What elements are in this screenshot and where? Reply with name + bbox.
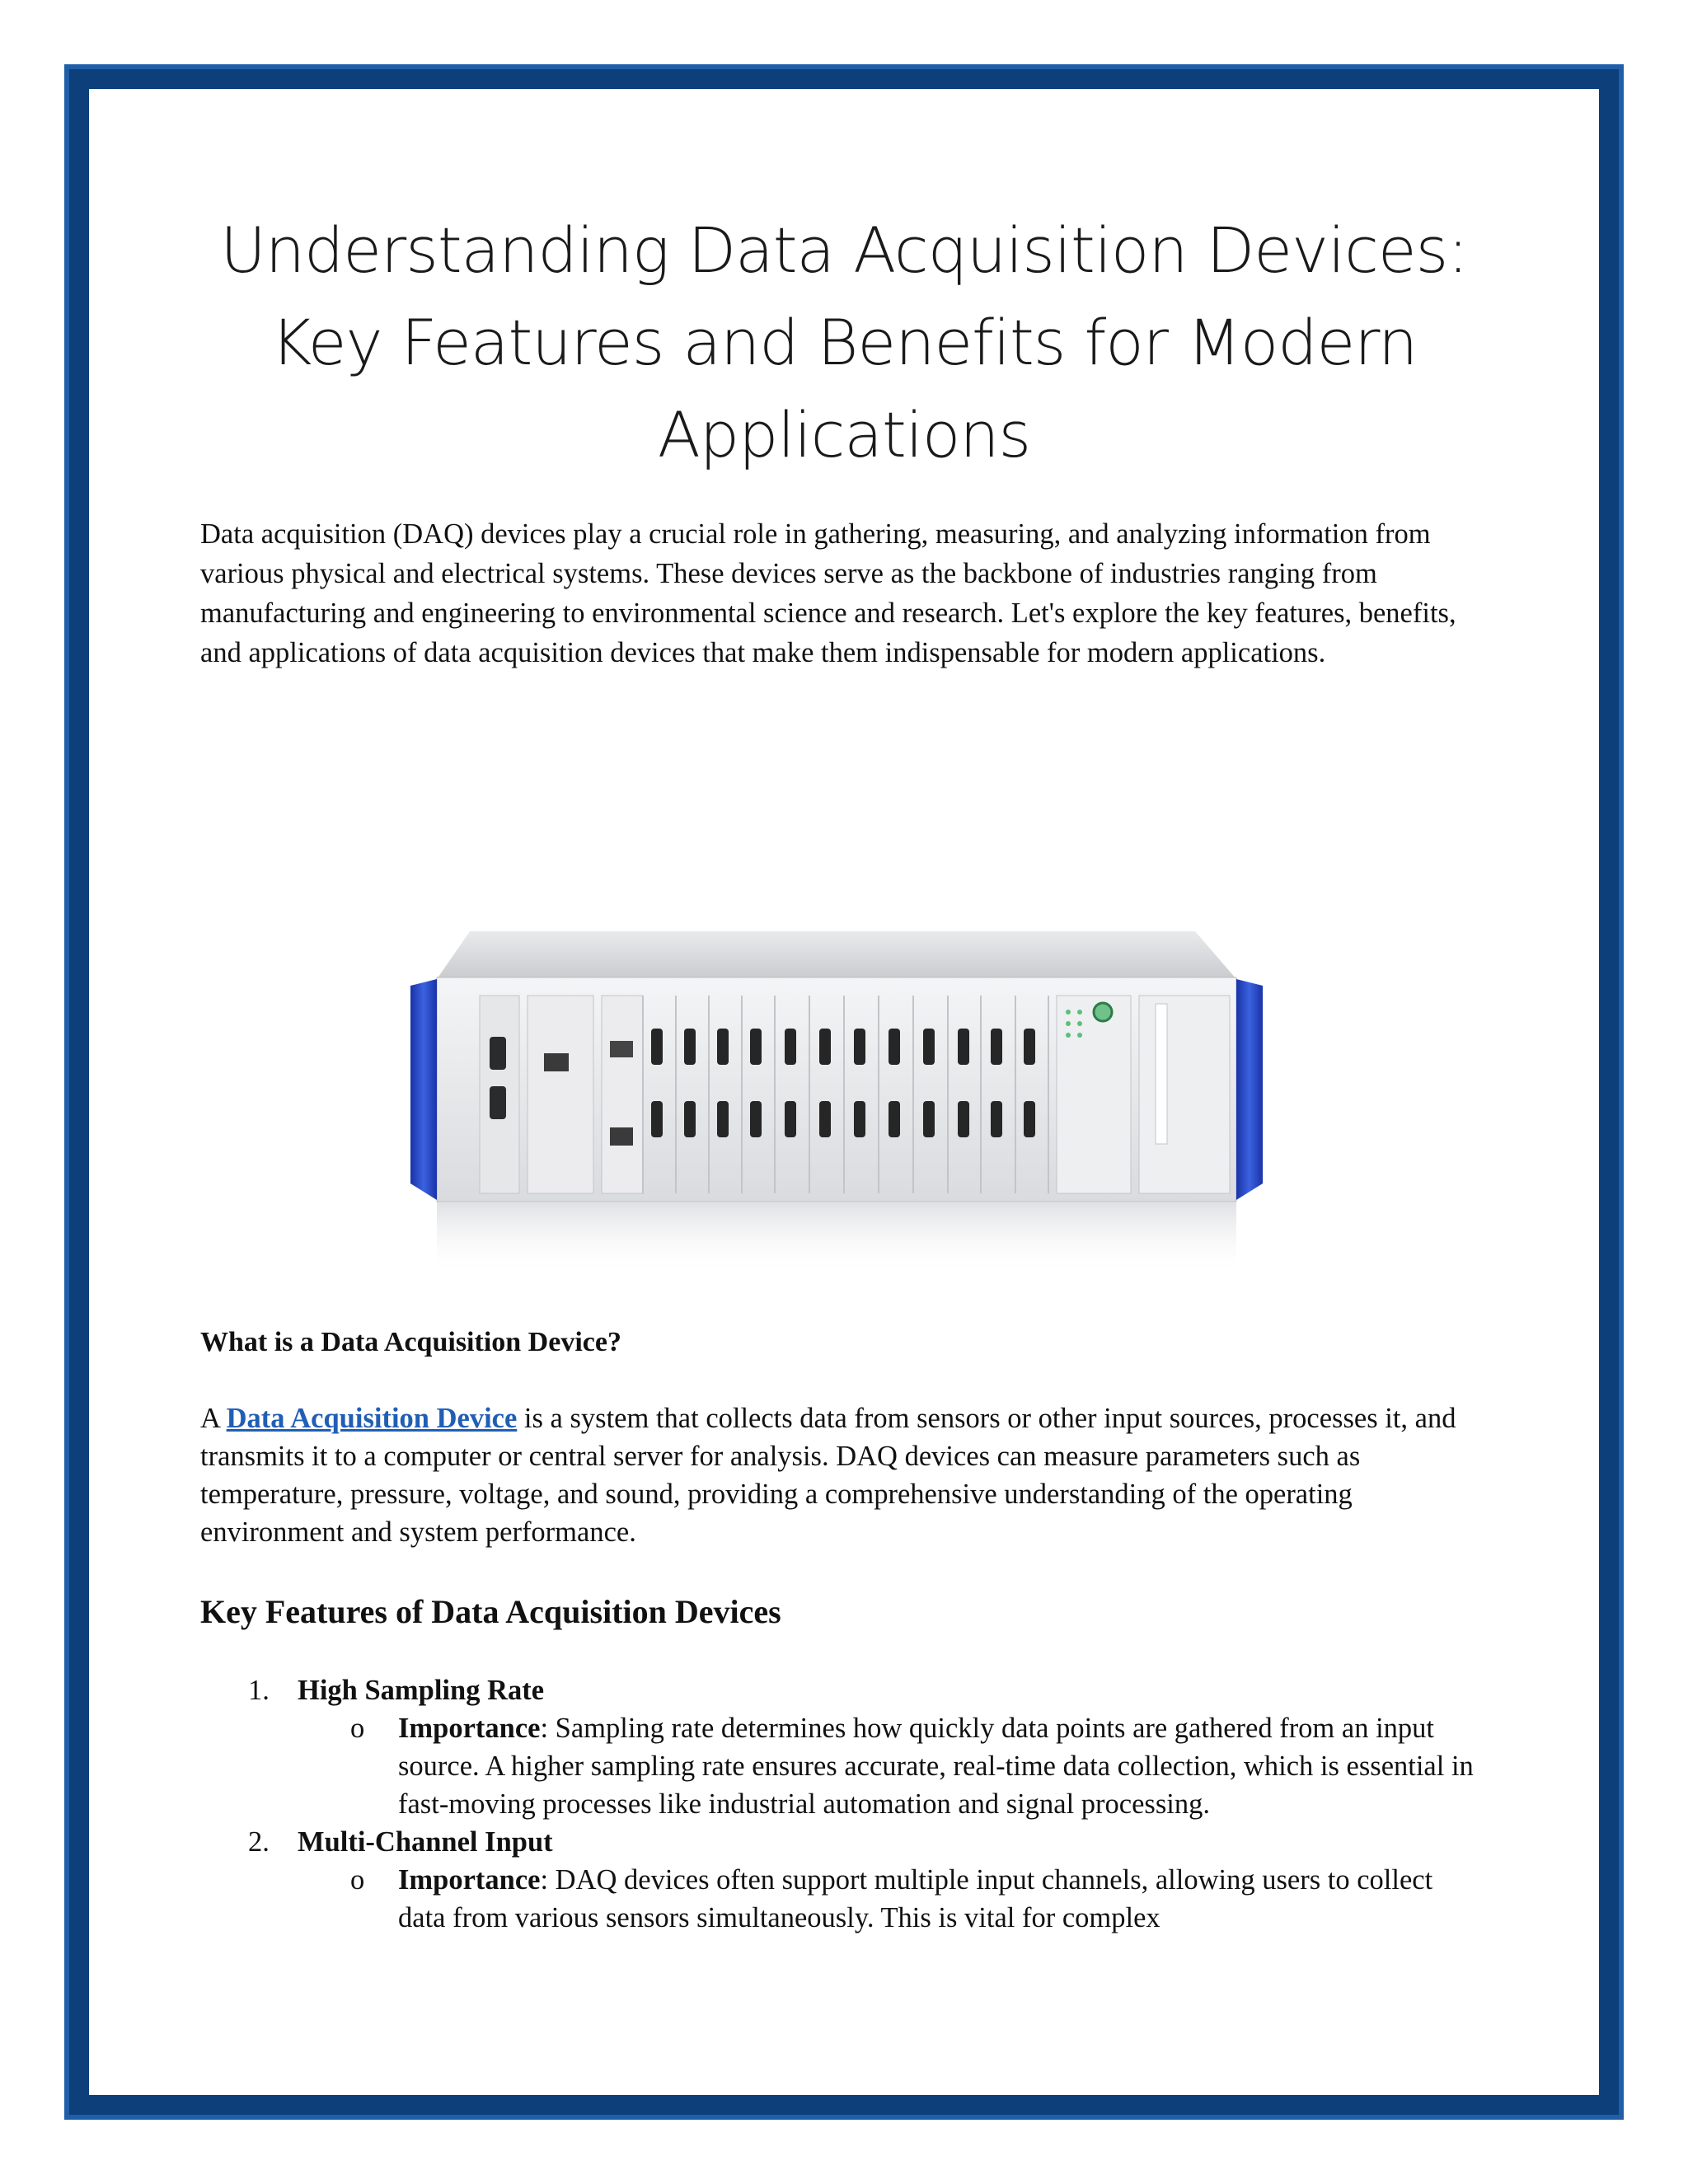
what-is-body: is a system that collects data from sensors or other input sources, processes it, and transmits it to a computer or central server for analysis. DAQ devices can measure parameters such as temperature, pressure, voltage, and sound, providing a comprehensive understanding of the operating environment and system performance. [200,1403,1456,1548]
what-is-paragraph [200,1399,1486,1551]
list-number: 2. [248,1826,270,1858]
title-line-1: Understanding Data Acquisition Devices: [220,213,1468,287]
feature-description: : DAQ devices often support multiple input channels, allowing users to collect data from various sensors simultaneously. This is vital for complex [398,1864,1433,1933]
bullet-marker: o [350,1713,365,1744]
list-item [200,1671,1519,1709]
list-item [200,1823,1519,1861]
feature-label: Importance [398,1713,541,1744]
data-acquisition-device-link[interactable]: Data Acquisition Device [226,1403,518,1434]
daq-chassis-illustration [404,921,1269,1284]
bullet-marker: o [350,1864,365,1896]
sub-list-item [200,1709,1486,1823]
daq-device-image [404,921,1269,1284]
feature-title: Multi-Channel Input [298,1826,553,1858]
document-title [148,204,1540,481]
feature-label: Importance [398,1864,541,1896]
intro-paragraph: Data acquisition (DAQ) devices play a crucial role in gathering, measuring, and analyzing information from various physical and electrical systems. These devices serve as the backbone of industries ranging from manufacturing and engineering to environmental science and research. Let's explore the key features, benefits, and applications of data acquisition devices that make them indispensable for modern applications. [200,518,1456,668]
feature-title: High Sampling Rate [298,1675,545,1706]
list-number: 1. [248,1675,270,1706]
features-list [200,1671,1519,1937]
section-heading-key-features: Key Features of Data Acquisition Devices [200,1593,781,1630]
feature-description: : Sampling rate determines how quickly data points are gathered from an input source. A higher sampling rate ensures accurate, real-time data collection, which is essential in fast-moving processes like industrial automation and signal processing. [398,1713,1474,1820]
section-heading-what-is: What is a Data Acquisition Device? [200,1327,621,1357]
title-line-2: Key Features and Benefits for Modern [270,306,1418,379]
title-line-3: Applications [657,398,1031,471]
what-is-prefix: A [200,1403,227,1434]
sub-list-item [200,1861,1486,1937]
